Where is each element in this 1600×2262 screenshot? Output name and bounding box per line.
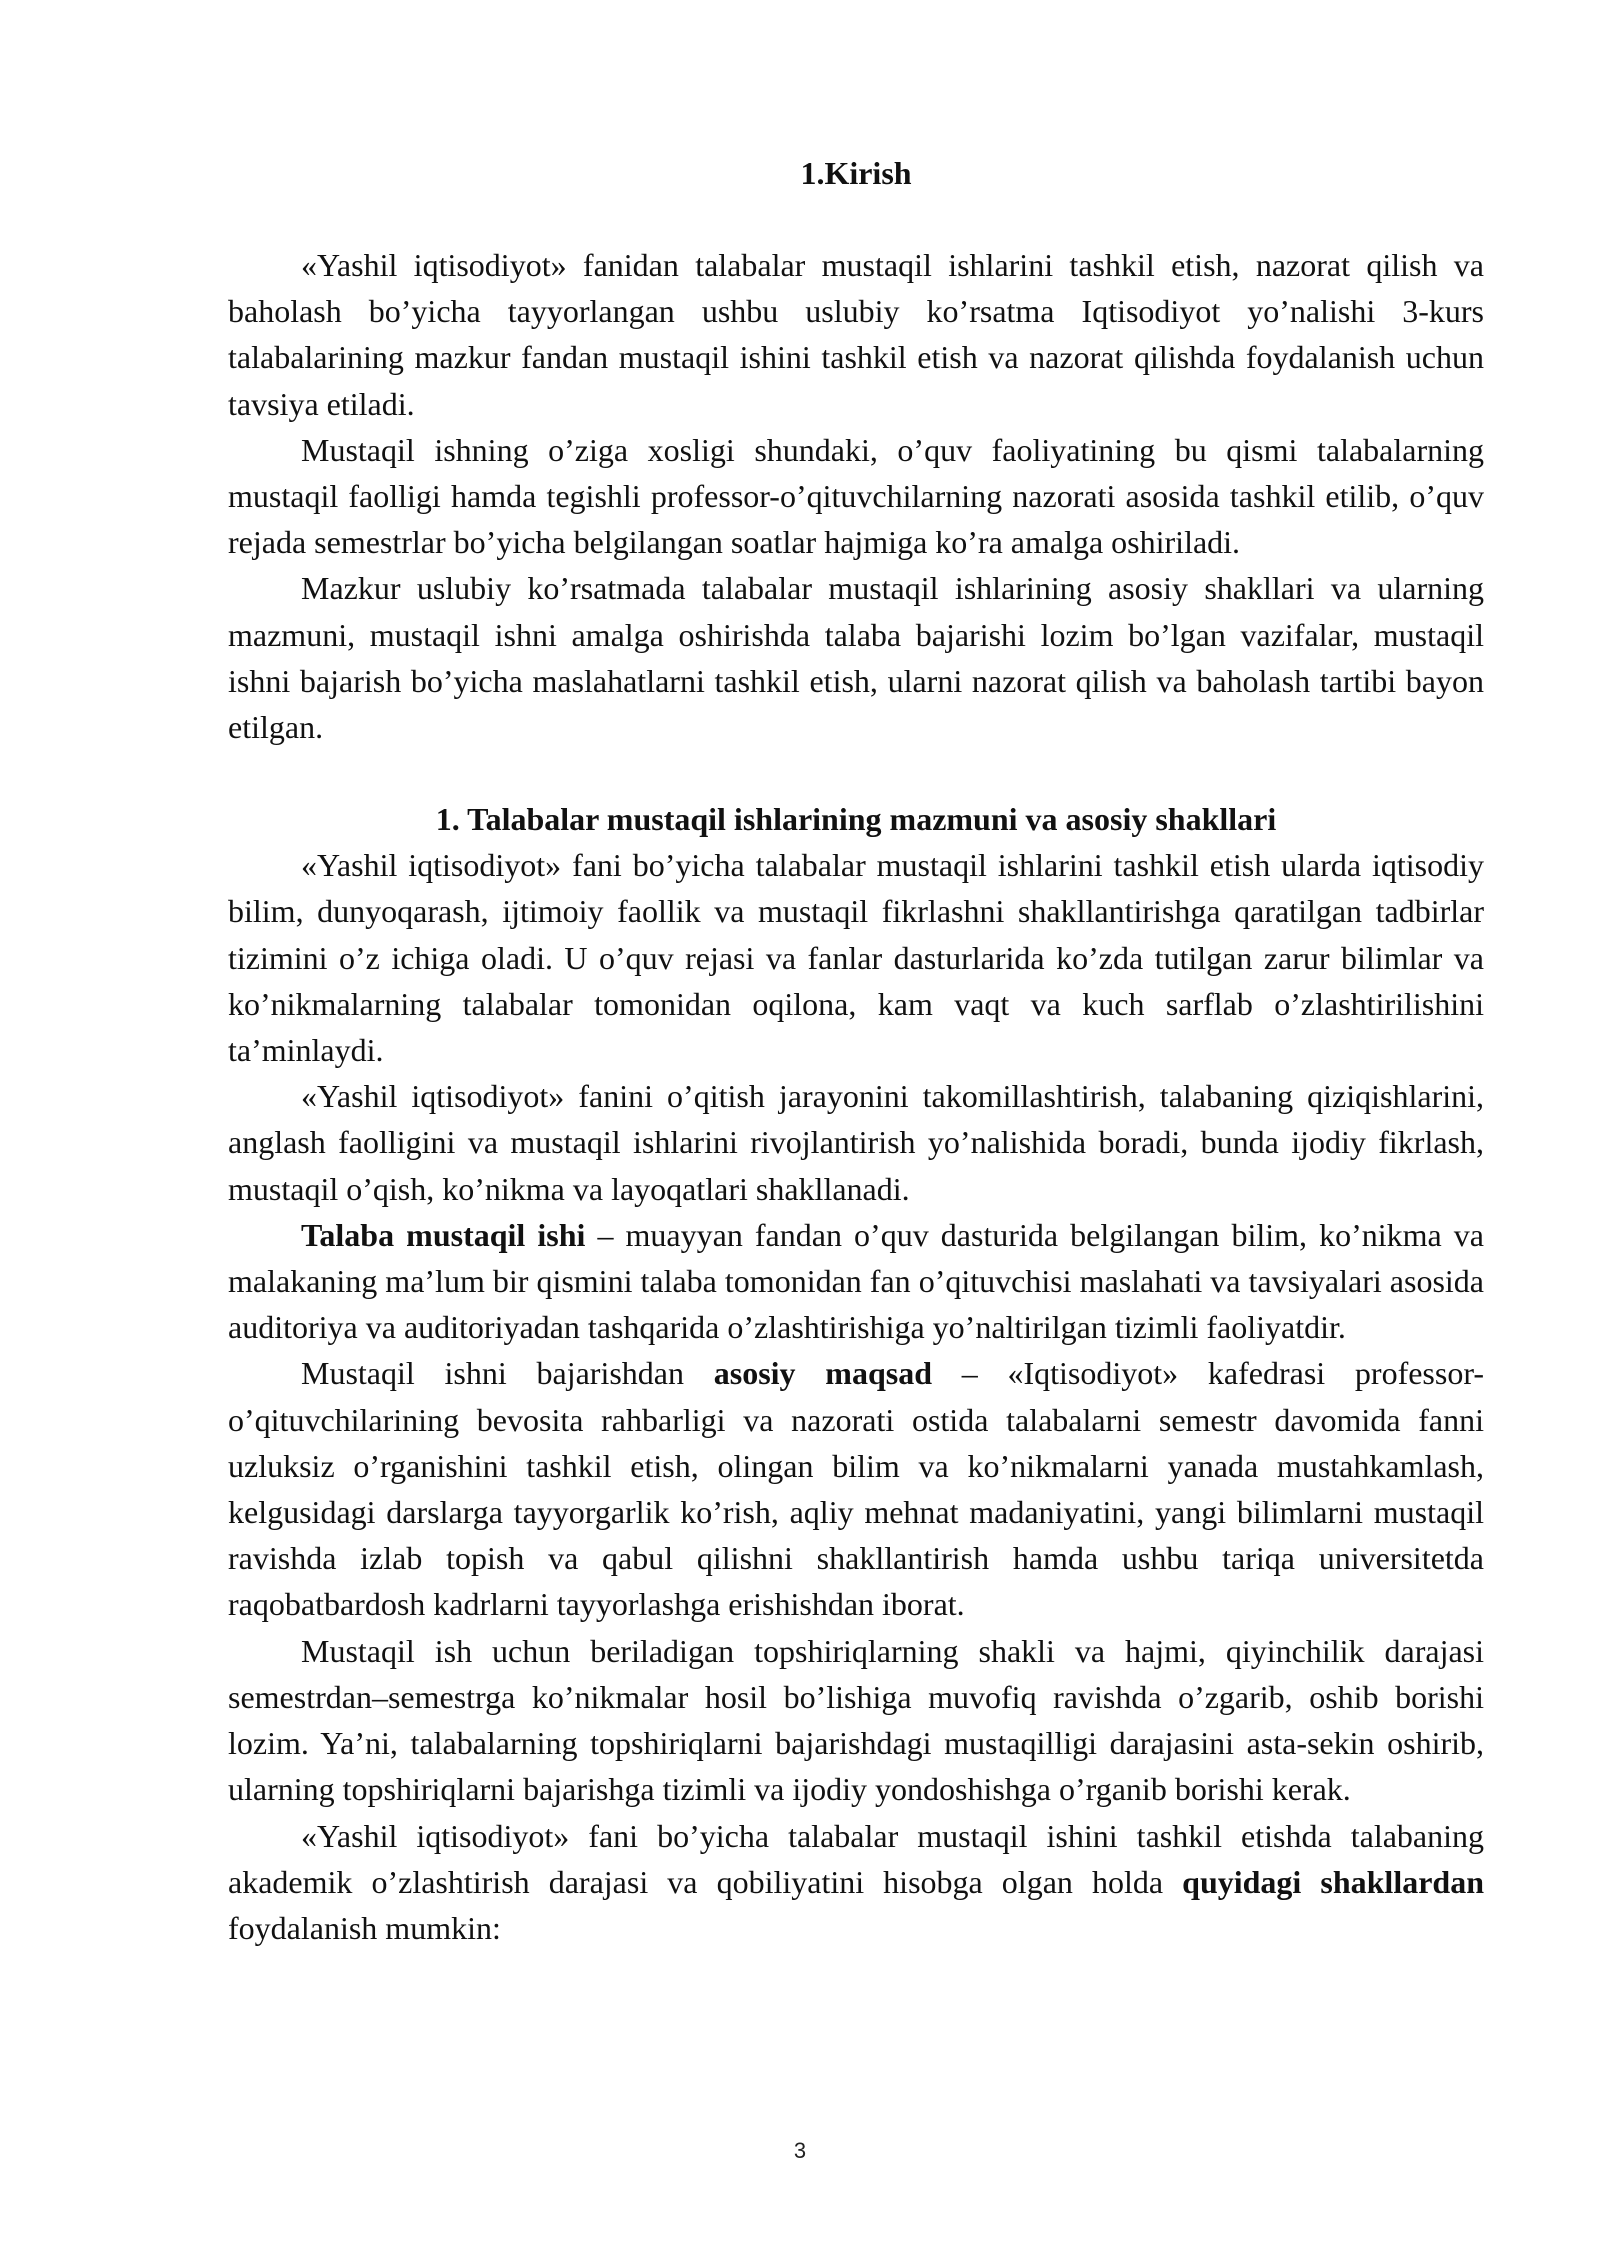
main-purpose-bold: asosiy maqsad [713,1355,932,1392]
section1-paragraph-3 [228,1212,1484,1351]
definition-text: – muayyan fandan o’quv dasturida belgilangan bilim, ko’nikma va malakaning ma’lum bir qismini talaba tomonidan fan o’qituvchisi maslahati va tavsiyalari asosida auditoriya va auditoriyadan tashqarida o’zlashtirishiga yo’naltirilgan tizimli faoliyatdir. [228,1216,1485,1346]
purpose-intro-text: Mustaqil ishni bajarishdan [301,1355,714,1392]
page-number: 3 [793,2138,807,2163]
section1-paragraph-4 [228,1350,1484,1627]
forms-intro-text: «Yashil iqtisodiyot» fani bo’yicha talabalar mustaqil ishini tashkil etishda talabaning akademik o’zlashtirish darajasi va qobiliyatini hisobga olgan holda [228,1817,1484,1900]
forms-tail-text: foydalanish mumkin: [228,1909,501,1946]
intro-paragraph-1: «Yashil iqtisodiyot» fanidan talabalar mustaqil ishlarini tashkil etish, nazorat qilish va baholash bo’yicha tayyorlangan ushbu uslubiy ko’rsatma Iqtisodiyot yo’nalishi 3-kurs talabalarining mazkur fandan mustaqil ishini tashkil etish va nazorat qilishda foydalanish uchun tavsiya etiladi. [228,247,1484,422]
section1-paragraph-1: «Yashil iqtisodiyot» fani bo’yicha talabalar mustaqil ishlarini tashkil etish ularda iqtisodiy bilim, dunyoqarash, ijtimoiy faollik va mustaqil fikrlashni shakllantirishga qaratilgan tadbirlar tizimini o’z ichiga oladi. U o’quv rejasi va fanlar dasturlarida ko’zda tutilgan zarur bilimlar va ko’nikmalarning talabalar tomonidan oqilona, kam vaqt va kuch sarflab o’zlashtirilishini ta’minlaydi. [228,847,1484,1069]
section-heading-introduction: 1.Kirish [800,155,912,191]
section1-paragraph-6 [228,1813,1484,1952]
purpose-text: – «Iqtisodiyot» kafedrasi professor-o’qituvchilarining bevosita rahbarligi va nazorati ostida talabalarni semestr davomida fanni uzluksiz o’rganishini tashkil etish, olingan bilim va ko’nikmalarni yanada mustahkamlash, kelgusidagi darslarga tayyorgarlik ko’rish, aqliy mehnat madaniyatini, yangi bilimlarni mustaqil ravishda izlab topish va qabul qilishni shakllantirish hamda ushbu tariqa universitetda raqobatbardosh kadrlarni tayyorlashga erishishdan iborat. [228,1355,1485,1623]
forms-bold: quyidagi shakllardan [1182,1863,1485,1900]
section-heading-1: 1. Talabalar mustaqil ishlarining mazmuni va asosiy shakllari [435,801,1277,838]
term-definition-bold: Talaba mustaqil ishi [301,1216,586,1253]
document-page [228,150,1484,1951]
intro-paragraph-2: Mustaqil ishning o’ziga xosligi shundaki, o’quv faoliyatining bu qismi talabalarning mustaqil faolligi hamda tegishli professor-o’qituvchilarning nazorati asosida tashkil etilib, o’quv rejada semestrlar bo’yicha belgilangan soatlar hajmiga ko’ra amalga oshiriladi. [228,431,1484,561]
section1-paragraph-5: Mustaqil ish uchun beriladigan topshiriqlarning shakli va hajmi, qiyinchilik darajasi semestrdan–semestrga ko’nikmalar hosil bo’lishiga muvofiq ravishda o’zgarib, oshib borishi lozim. Ya’ni, talabalarning topshiriqlarni bajarishdagi mustaqilligi darajasini asta-sekin oshirib, ularning topshiriqlarni bajarishga tizimli va ijodiy yondoshishga o’rganib borishi kerak. [228,1632,1484,1808]
intro-paragraph-3: Mazkur uslubiy ko’rsatmada talabalar mustaqil ishlarining asosiy shakllari va ularning mazmuni, mustaqil ishni amalga oshirishda talaba bajarishi lozim bo’lgan vazifalar, mustaqil ishni bajarish bo’yicha maslahatlarni tashkil etish, ularni nazorat qilish va baholash tartibi bayon etilgan. [228,570,1484,746]
section1-paragraph-2: «Yashil iqtisodiyot» fanini o’qitish jarayonini takomillashtirish, talabaning qiziqishlarini, anglash faolligini va mustaqil ishlarini rivojlantirish yo’nalishida boradi, bunda ijodiy fikrlash, mustaqil o’qish, ko’nikma va layoqatlari shakllanadi. [228,1078,1484,1207]
